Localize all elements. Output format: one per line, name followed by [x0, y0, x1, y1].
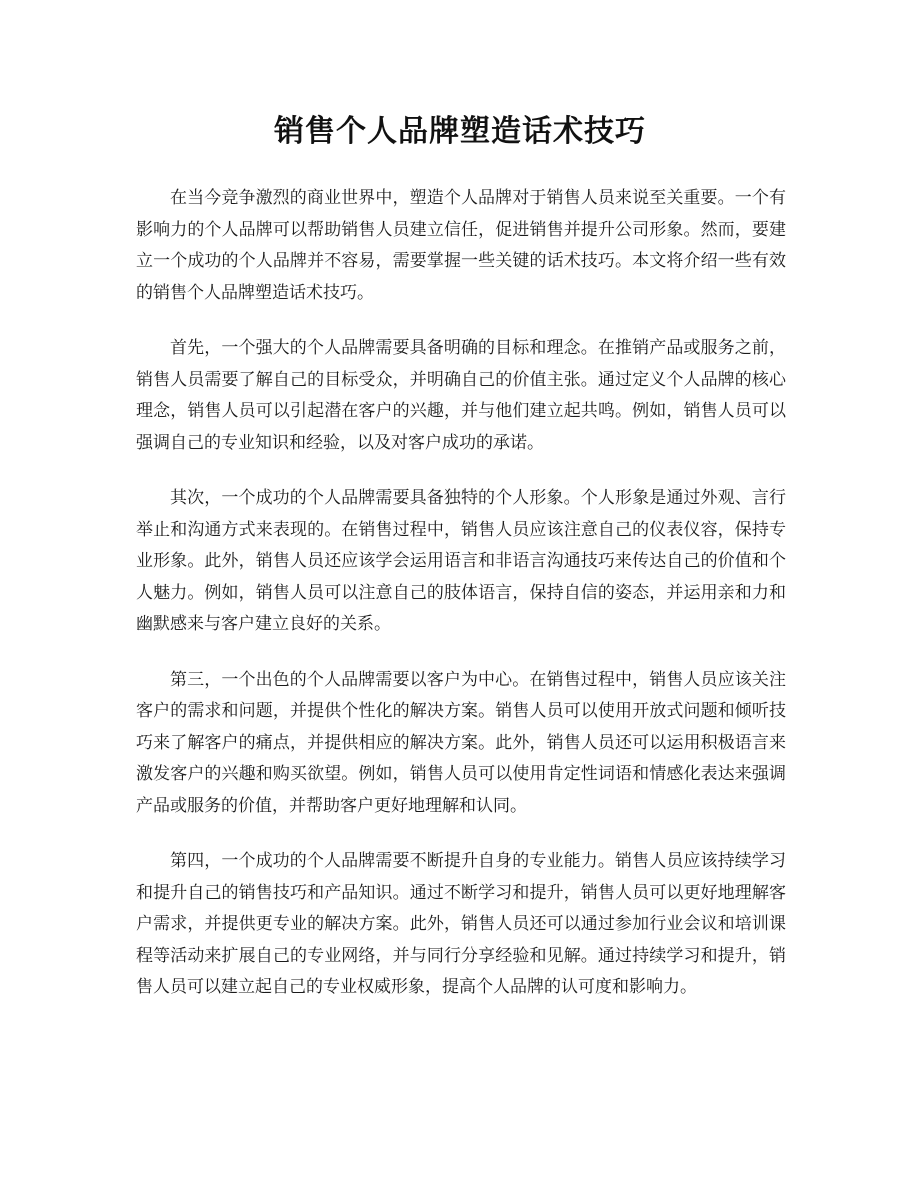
paragraph-first: 首先，一个强大的个人品牌需要具备明确的目标和理念。在推销产品或服务之前，销售人员需要了解自己的目标受众，并明确自己的价值主张。通过定义个人品牌的核心理念，销售人员可以引起潜在客户的兴趣，并与他们建立起共鸣。例如，销售人员可以强调自己的专业知识和经验，以及对客户成功的承诺。 — [136, 338, 786, 453]
paragraph-second: 其次，一个成功的个人品牌需要具备独特的个人形象。个人形象是通过外观、言行举止和沟通方式来表现的。在销售过程中，销售人员应该注意自己的仪表仪容，保持专业形象。此外，销售人员还应该学会运用语言和非语言沟通技巧来传达自己的价值和个人魅力。例如，销售人员可以注意自己的肢体语言，保持自信的姿态，并运用亲和力和幽默感来与客户建立良好的关系。 — [136, 488, 786, 634]
document-body — [136, 183, 786, 1028]
paragraph-intro: 在当今竞争激烈的商业世界中，塑造个人品牌对于销售人员来说至关重要。一个有影响力的个人品牌可以帮助销售人员建立信任，促进销售并提升公司形象。然而，要建立一个成功的个人品牌并不容易，需要掌握一些关键的话术技巧。本文将介绍一些有效的销售个人品牌塑造话术技巧。 — [136, 188, 786, 303]
paragraph-fourth: 第四，一个成功的个人品牌需要不断提升自身的专业能力。销售人员应该持续学习和提升自己的销售技巧和产品知识。通过不断学习和提升，销售人员可以更好地理解客户需求，并提供更专业的解决方案。此外，销售人员还可以通过参加行业会议和培训课程等活动来扩展自己的专业网络，并与同行分享经验和见解。通过持续学习和提升，销售人员可以建立起自己的专业权威形象，提高个人品牌的认可度和影响力。 — [136, 851, 786, 997]
document-title: 销售个人品牌塑造话术技巧 — [274, 114, 646, 149]
paragraph-third: 第三，一个出色的个人品牌需要以客户为中心。在销售过程中，销售人员应该关注客户的需求和问题，并提供个性化的解决方案。销售人员可以使用开放式问题和倾听技巧来了解客户的痛点，并提供相应的解决方案。此外，销售人员还可以运用积极语言来激发客户的兴趣和购买欲望。例如，销售人员可以使用肯定性词语和情感化表达来强调产品或服务的价值，并帮助客户更好地理解和认同。 — [136, 669, 786, 816]
